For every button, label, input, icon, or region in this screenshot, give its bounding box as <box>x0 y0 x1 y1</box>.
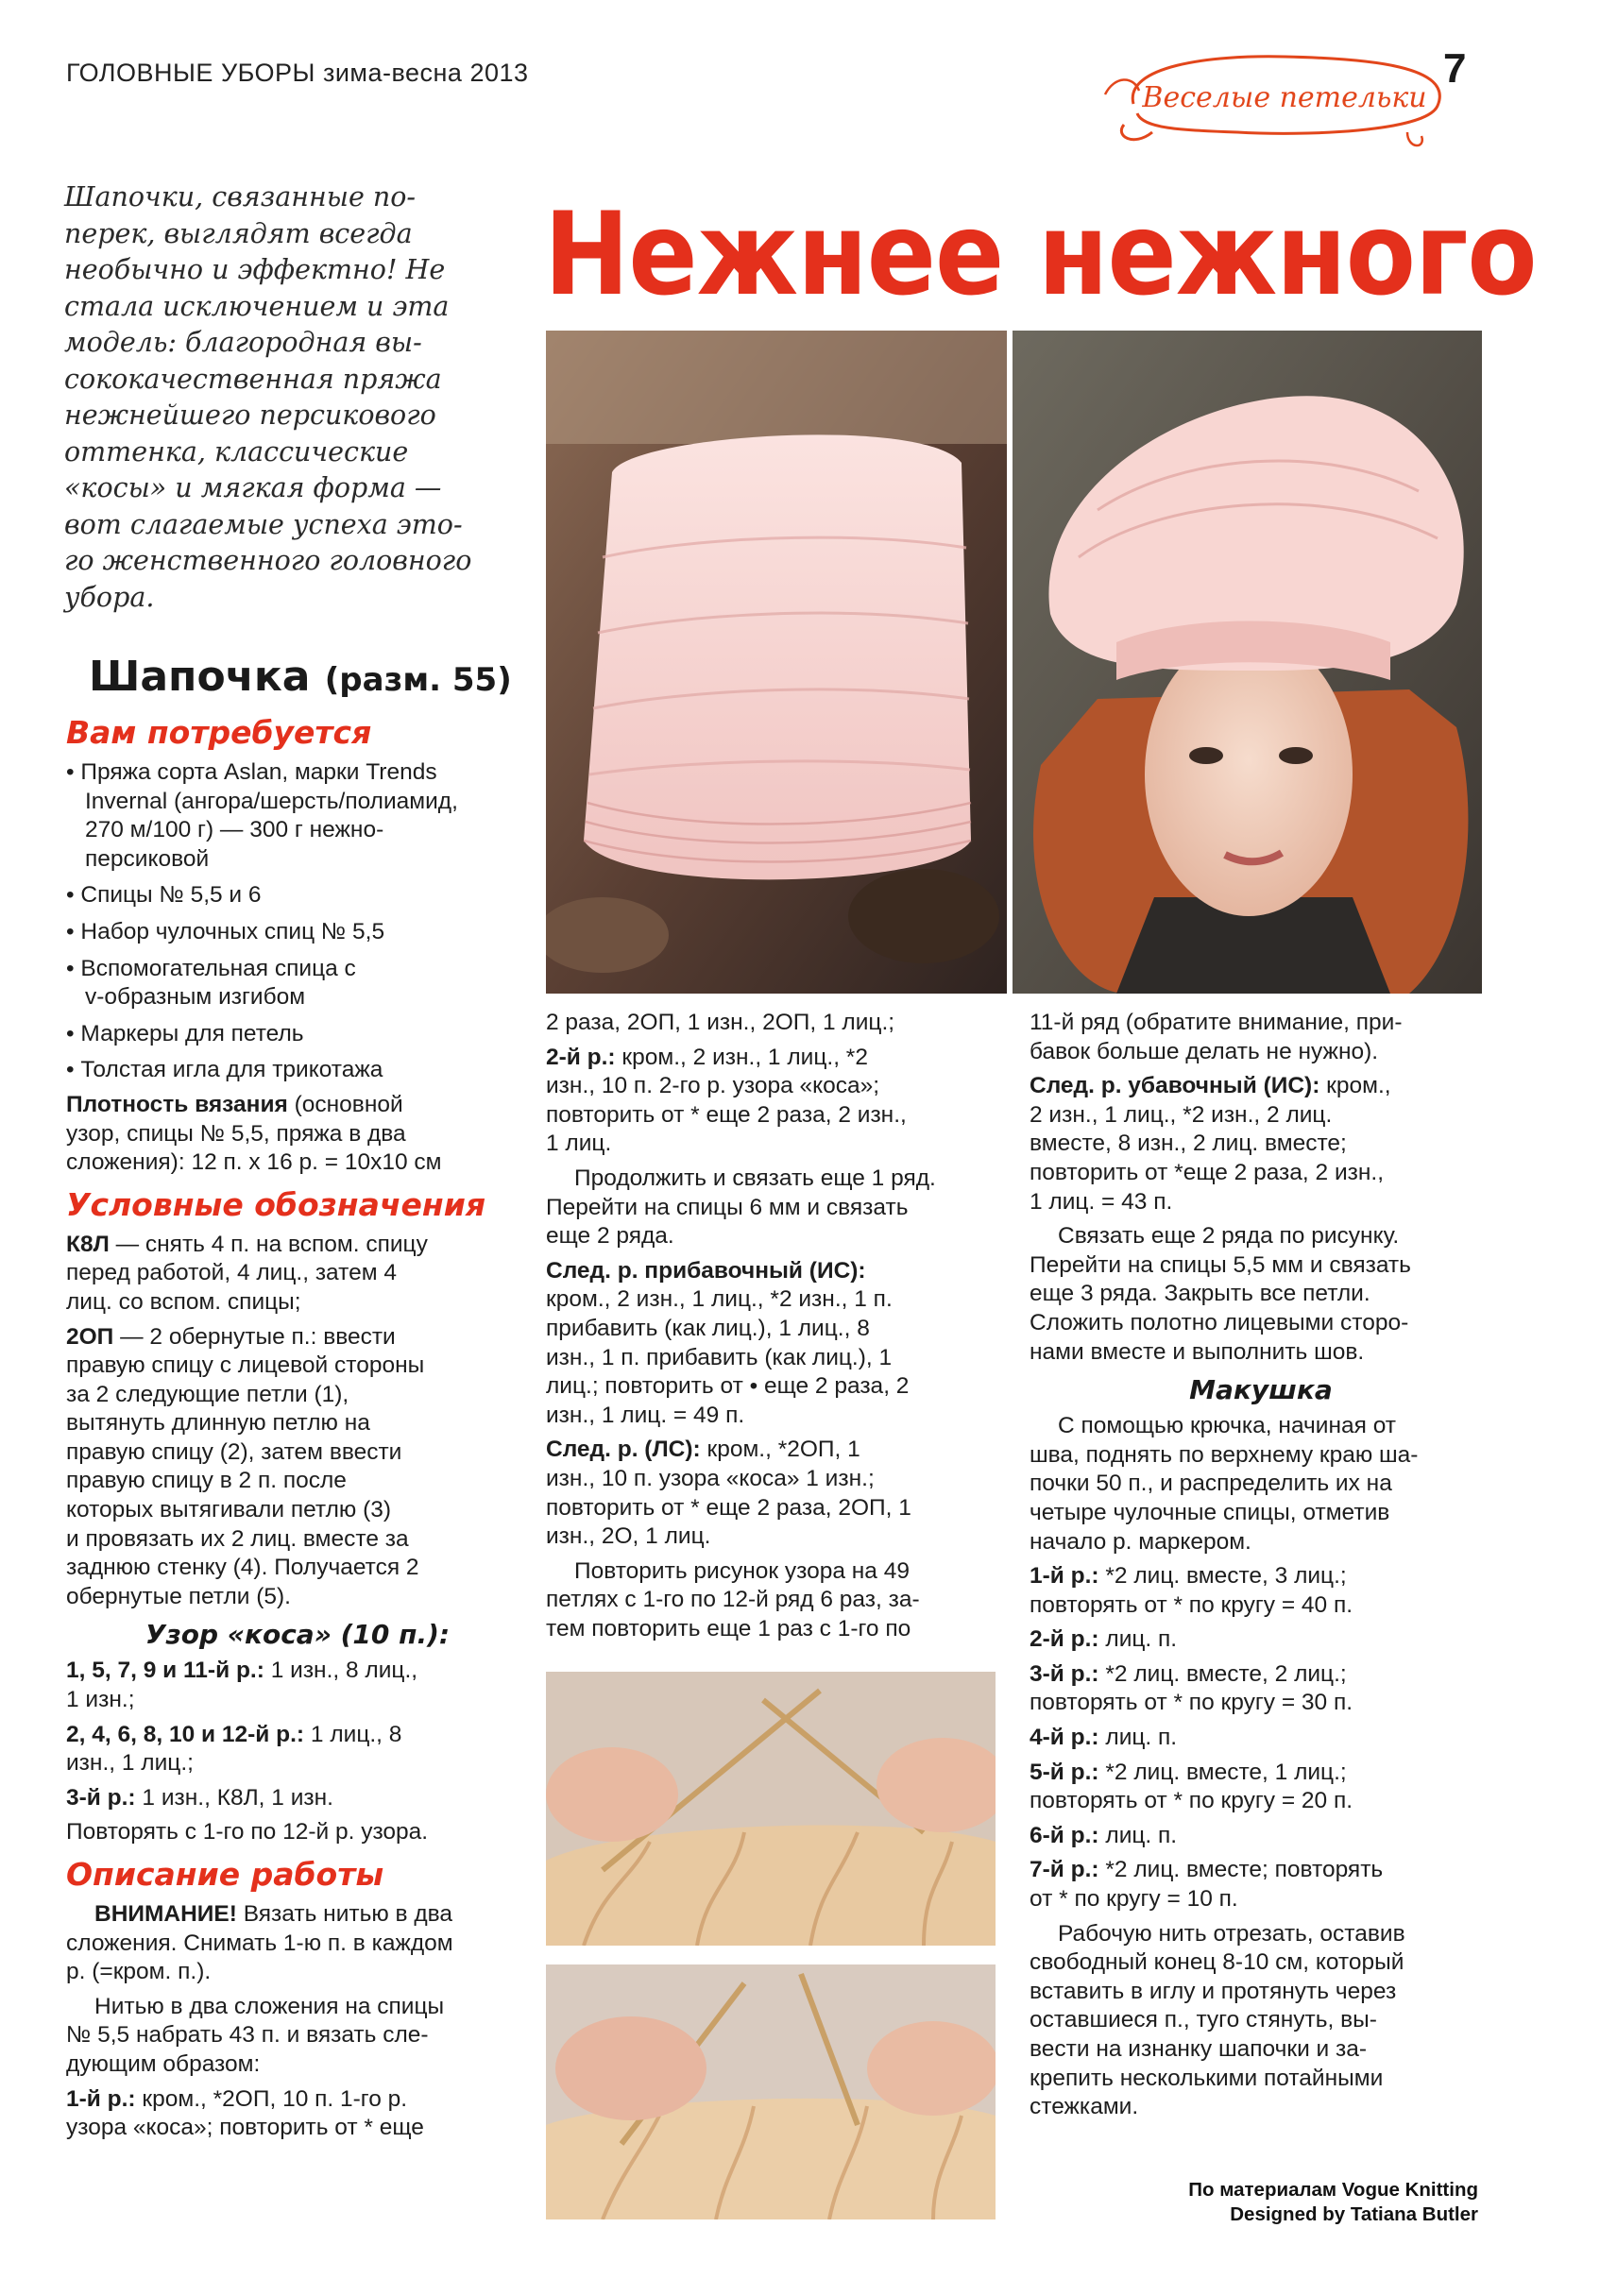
materials-line: • Спицы № 5,5 и 6 <box>66 882 262 909</box>
decrease-label: След. р. убавочный (ИС): <box>1030 1073 1320 1099</box>
k8l-line: перед работой, 4 лиц., затем 4 <box>66 1260 397 1286</box>
col2-line: 1 лиц. <box>546 1131 612 1157</box>
col3-line: Рабочую нить отрезать, оставив <box>1058 1920 1405 1947</box>
intro-line: нежнейшего персикового <box>64 400 436 431</box>
attention-paragraph <box>66 1900 529 1987</box>
intro-line: «косы» и мягкая форма — <box>64 472 442 503</box>
credit-designer: Designed by Tatiana Butler <box>1230 2203 1478 2225</box>
pattern-row-line: 1 изн., 8 лиц., <box>264 1658 418 1684</box>
pattern-row-line: изн., 1 лиц.; <box>66 1750 194 1777</box>
materials-line: v-образным изгибом <box>85 984 306 1011</box>
materials-line: 270 м/100 г) — 300 г нежно- <box>85 817 384 843</box>
col3-line: почки 50 п., и распределить их на <box>1030 1471 1392 1497</box>
twoop-line: правую спицу с лицевой стороны <box>66 1352 425 1379</box>
twoop-label: 2ОП <box>66 1323 114 1350</box>
photo-knitting-step-1 <box>546 1672 996 1946</box>
twoop-line: вытянуть длинную петлю на <box>66 1410 370 1437</box>
col3-line: оставшиеся п., туго стянуть, вы- <box>1030 2007 1377 2033</box>
pattern-row-label: 2, 4, 6, 8, 10 и 12-й р.: <box>66 1721 305 1747</box>
col2-line: 2 раза, 2ОП, 1 изн., 2ОП, 1 лиц.; <box>546 1010 895 1035</box>
work-heading: Описание работы <box>66 1856 384 1893</box>
work-row-label: 2-й р.: <box>546 1044 616 1070</box>
work-row-line: узора «коса»; повторить от * еще <box>66 2115 424 2141</box>
intro-line: го женственного головного <box>64 545 472 576</box>
column-2 <box>546 1009 999 1649</box>
k8l-label: К8Л <box>66 1231 110 1257</box>
materials-line: • Пряжа сорта Aslan, марки Trends <box>66 759 437 785</box>
materials-line: • Маркеры для петель <box>66 1020 304 1046</box>
increase-row <box>546 1257 999 1431</box>
work-row-2 <box>546 1044 999 1159</box>
col3-line: стежками. <box>1030 2094 1139 2120</box>
col2-line: прибавить (как лиц.), 1 лиц., 8 <box>546 1315 870 1341</box>
col2-line: кром., 2 изн., 1 лиц., *2 изн., 1 п. <box>546 1286 893 1313</box>
right-side-row <box>546 1436 999 1551</box>
cast-on-paragraph <box>66 1993 529 2080</box>
intro-line: вот слагаемые успеха это- <box>64 508 463 540</box>
col3-line: вставить в иглу и протянуть через <box>1030 1978 1397 2004</box>
col3-line: *2 лиц. вместе, 2 лиц.; <box>1098 1660 1347 1687</box>
col2-line: тем повторить еще 1 раз с 1-го по <box>546 1615 911 1641</box>
col2-line: изн., 1 лиц. = 49 п. <box>546 1402 745 1428</box>
col3-line: 11-й ряд (обратите внимание, при- <box>1030 1010 1403 1035</box>
col2-line: Повторить рисунок узора на 49 <box>574 1557 910 1584</box>
k8l-line: — снять 4 п. на вспом. спицу <box>109 1231 428 1257</box>
twoop-line: заднюю стенку (4). Получается 2 <box>66 1555 419 1581</box>
crown-row-label: 6-й р.: <box>1030 1822 1099 1848</box>
intro-line: убора. <box>64 581 155 613</box>
pattern-row-line: 1 изн.; <box>66 1687 135 1713</box>
col2-line: повторить от * еще 2 раза, 2ОП, 1 <box>546 1494 911 1521</box>
col2-line: изн., 10 п. 2-го р. узора «коса»; <box>546 1073 880 1099</box>
twoop-line: обернутые петли (5). <box>66 1583 291 1609</box>
col3-line: еще 3 ряда. Закрыть все петли. <box>1030 1281 1370 1307</box>
col2-line: изн., 1 п. прибавить (как лиц.), 1 <box>546 1344 893 1370</box>
attention-line: сложения. Снимать 1-ю п. в каждом <box>66 1930 453 1956</box>
col3-line: повторять от * по кругу = 30 п. <box>1030 1690 1353 1716</box>
crown-row-5 <box>1030 1759 1492 1816</box>
pattern-row-even <box>66 1721 529 1778</box>
crown-row-6 <box>1030 1822 1492 1851</box>
col3-line: лиц. п. <box>1098 1725 1178 1751</box>
crown-row-3 <box>1030 1660 1492 1718</box>
ls-label: След. р. (ЛС): <box>546 1437 701 1463</box>
col3-line: вести на изнанку шапочки и за- <box>1030 2036 1368 2062</box>
crown-row-7 <box>1030 1856 1492 1913</box>
col2-line: кром., *2ОП, 1 <box>700 1437 860 1463</box>
crown-row-1 <box>1030 1562 1492 1620</box>
photo-hat-stand <box>546 331 1007 994</box>
col3-line: крепить несколькими потайными <box>1030 2065 1384 2091</box>
twoop-line: которых вытягивали петлю (3) <box>66 1497 392 1523</box>
twoop-line: — 2 обернутые п.: ввести <box>113 1323 396 1350</box>
k8l-line: лиц. со вспом. спицы; <box>66 1288 301 1315</box>
crown-row-label: 3-й р.: <box>1030 1660 1099 1687</box>
intro-line: перек, выглядят всегда <box>64 217 413 249</box>
col3-line: бавок больше делать не нужно). <box>1030 1038 1379 1064</box>
twoop-line: за 2 следующие петли (1), <box>66 1381 349 1407</box>
credit-block <box>1020 2178 1478 2227</box>
materials-list <box>66 758 529 1085</box>
col2-line: изн., 2О, 1 лиц. <box>546 1523 711 1550</box>
pattern-row-label: 3-й р.: <box>66 1784 136 1811</box>
col3-line: нами вместе и выполнить шов. <box>1030 1338 1365 1365</box>
pattern-repeat <box>66 1818 529 1847</box>
twoop-line: правую спицу в 2 п. после <box>66 1468 347 1494</box>
materials-line: Invernal (ангора/шерсть/полиамид, <box>85 788 458 814</box>
decrease-row <box>1030 1072 1492 1216</box>
column-3 <box>1030 1009 1492 2128</box>
crown-row-label: 2-й р.: <box>1030 1626 1099 1653</box>
col2-line: кром., 2 изн., 1 лиц., *2 <box>615 1044 868 1070</box>
col3-line: от * по кругу = 10 п. <box>1030 1886 1238 1913</box>
k8l-definition <box>66 1231 529 1318</box>
col3-line: *2 лиц. вместе, 1 лиц.; <box>1098 1759 1347 1785</box>
materials-line: персиковой <box>85 845 210 872</box>
crown-row-label: 5-й р.: <box>1030 1759 1099 1785</box>
repeat-paragraph <box>546 1557 999 1644</box>
symbols-heading: Условные обозначения <box>66 1185 486 1223</box>
intro-paragraph <box>64 179 518 616</box>
ending-paragraph <box>1030 1920 1492 2122</box>
col3-line: шва, поднять по верхнему краю ша- <box>1030 1441 1419 1468</box>
attention-line: р. (=кром. п.). <box>66 1959 212 1985</box>
col3-line: повторять от * по кругу = 20 п. <box>1030 1788 1353 1814</box>
increase-label: След. р. прибавочный (ИС): <box>546 1257 866 1284</box>
crown-row-label: 1-й р.: <box>1030 1563 1099 1590</box>
col3-line: Сложить полотно лицевыми сторо- <box>1030 1309 1409 1335</box>
item-name: Шапочка <box>89 653 311 701</box>
pattern-row-line: 1 изн., К8Л, 1 изн. <box>135 1784 333 1811</box>
col3-line: лиц. п. <box>1098 1626 1178 1653</box>
pattern-row-odd <box>66 1657 529 1714</box>
twoop-line: и провязать их 2 лиц. вместе за <box>66 1525 409 1552</box>
item-size: (разм. 55) <box>324 661 512 699</box>
rubric-logo <box>1096 38 1492 151</box>
section-title: ГОЛОВНЫЕ УБОРЫ <box>66 59 315 87</box>
col2-line: Перейти на спицы 6 мм и связать <box>546 1194 909 1220</box>
col2-line: еще 2 ряда. <box>546 1223 674 1250</box>
cast-line: № 5,5 набрать 43 п. и вязать сле- <box>66 2022 429 2049</box>
running-header <box>66 59 529 88</box>
col3-line: Перейти на спицы 5,5 мм и связать <box>1030 1251 1411 1278</box>
col2-line: изн., 10 п. узора «коса» 1 изн.; <box>546 1465 875 1491</box>
item-heading <box>66 650 529 707</box>
materials-line: • Вспомогательная спица с <box>66 955 356 981</box>
col3-line: *2 лиц. вместе; повторять <box>1098 1857 1384 1883</box>
page-number: 7 <box>1443 45 1467 92</box>
materials-line: • Толстая игла для трикотажа <box>66 1057 383 1083</box>
intro-line: Шапочки, связанные по- <box>64 181 417 213</box>
col2-line: повторить от * еще 2 раза, 2 изн., <box>546 1101 907 1128</box>
col3-line: 1 лиц. = 43 п. <box>1030 1188 1173 1215</box>
work-row-1 <box>66 2085 529 2143</box>
intro-line: необычно и эффектно! Не <box>64 254 446 285</box>
col3-line: четыре чулочные спицы, отметив <box>1030 1499 1390 1525</box>
density-paragraph <box>66 1091 529 1178</box>
col3-line: свободный конец 8-10 см, который <box>1030 1949 1404 1976</box>
work-row-label: 1-й р.: <box>66 2085 136 2112</box>
materials-heading: Вам потребуется <box>66 714 372 751</box>
crown-heading: Макушка <box>1189 1374 1333 1406</box>
pattern-row-label: 1, 5, 7, 9 и 11-й р.: <box>66 1658 264 1684</box>
work-row-line: кром., *2ОП, 10 п. 1-го р. <box>135 2085 408 2112</box>
twoop-definition <box>66 1323 529 1612</box>
crown-paragraph <box>1030 1412 1492 1556</box>
row11-paragraph <box>1030 1009 1492 1066</box>
twoop-line: правую спицу (2), затем ввести <box>66 1438 402 1465</box>
photo-knitting-step-2 <box>546 1964 996 2219</box>
pattern-row-3 <box>66 1784 529 1813</box>
col2-line: петлях с 1-го по 12-й ряд 6 раз, за- <box>546 1587 920 1613</box>
article-title: Нежнее нежного <box>544 189 1537 321</box>
intro-line: стала исключением и эта <box>64 290 450 322</box>
season-label: зима-весна 2013 <box>322 59 529 87</box>
crown-row-label: 4-й р.: <box>1030 1725 1099 1751</box>
density-label: Плотность вязания <box>66 1091 288 1117</box>
attention-line: Вязать нитью в два <box>236 1901 453 1927</box>
row1-continuation <box>546 1009 999 1038</box>
credit-source: По материалам Vogue Knitting <box>1188 2179 1478 2201</box>
crown-row-label: 7-й р.: <box>1030 1857 1099 1883</box>
col3-line: повторять от * по кругу = 40 п. <box>1030 1591 1353 1618</box>
density-line: узор, спицы № 5,5, пряжа в два <box>66 1120 406 1147</box>
column-1 <box>66 650 529 2149</box>
logo-text: Веселые петельки <box>1142 81 1427 114</box>
col3-line: кром., <box>1319 1073 1391 1099</box>
attention-label: ВНИМАНИЕ! <box>94 1901 237 1927</box>
col3-line: вместе, 8 изн., 2 лиц. вместе; <box>1030 1131 1347 1157</box>
col2-line: Продолжить и связать еще 1 ряд. <box>574 1165 936 1191</box>
finish-paragraph <box>1030 1222 1492 1367</box>
pattern-row-line: 1 лиц., 8 <box>304 1721 402 1747</box>
col3-line: С помощью крючка, начиная от <box>1058 1413 1397 1439</box>
cast-line: дующим образом: <box>66 2050 261 2077</box>
pattern-heading: Узор «коса» (10 п.): <box>145 1619 451 1651</box>
cast-line: Нитью в два сложения на спицы <box>94 1993 445 2019</box>
col3-line: *2 лиц. вместе, 3 лиц.; <box>1098 1563 1347 1590</box>
col3-line: лиц. п. <box>1098 1822 1178 1848</box>
continue-paragraph <box>546 1165 999 1251</box>
pattern-repeat-line: Повторять с 1-го по 12-й р. узора. <box>66 1819 429 1845</box>
crown-row-2 <box>1030 1625 1492 1655</box>
col3-line: начало р. маркером. <box>1030 1528 1251 1555</box>
density-line: (основной <box>287 1091 403 1117</box>
col3-line: повторить от *еще 2 раза, 2 изн., <box>1030 1159 1385 1185</box>
intro-line: сококачественная пряжа <box>64 363 442 395</box>
density-line: сложения): 12 п. х 16 р. = 10х10 см <box>66 1149 442 1176</box>
crown-row-4 <box>1030 1724 1492 1753</box>
photo-model-beret <box>1013 331 1482 994</box>
col3-line: Связать еще 2 ряда по рисунку. <box>1058 1223 1400 1250</box>
materials-line: • Набор чулочных спиц № 5,5 <box>66 918 385 944</box>
intro-line: оттенка, классические <box>64 435 409 468</box>
col3-line: 2 изн., 1 лиц., *2 изн., 2 лиц. <box>1030 1101 1333 1128</box>
col2-line: лиц.; повторить от • еще 2 раза, 2 <box>546 1373 910 1400</box>
intro-line: модель: благородная вы- <box>64 327 422 358</box>
